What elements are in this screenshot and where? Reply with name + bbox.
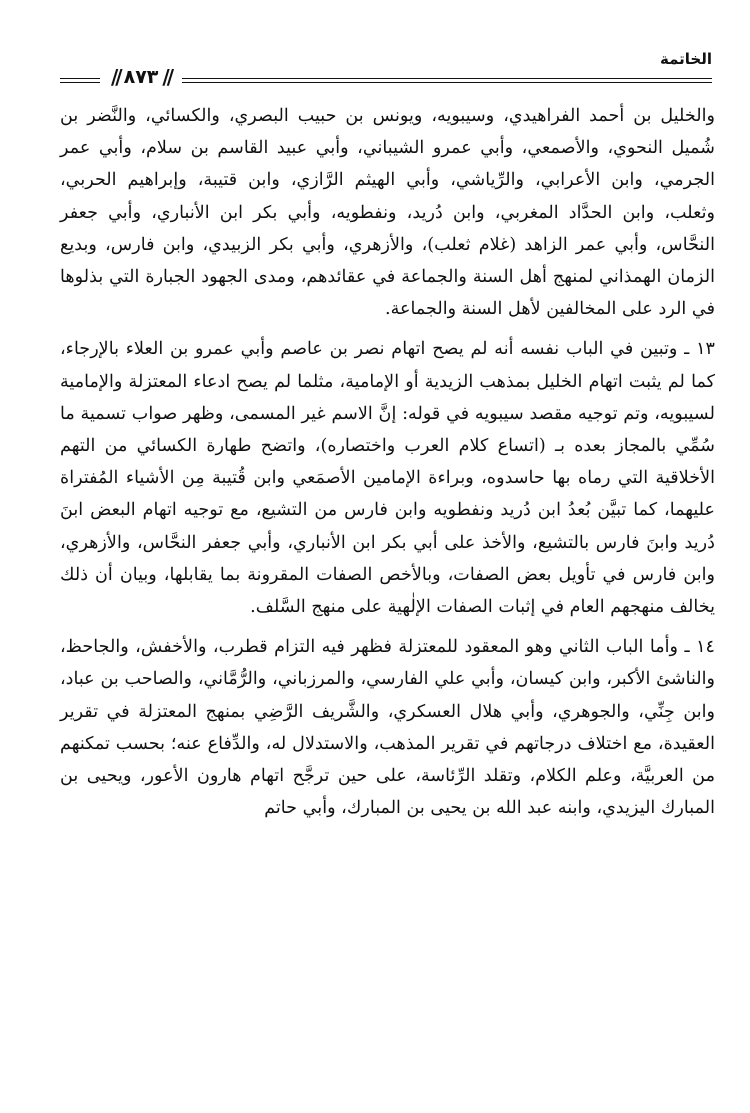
ornament-slash-left: //	[110, 65, 120, 89]
paragraph: ١٣ ـ وتبين في الباب نفسه أنه لم يصح اتهام نصر بن عاصم وأبي عمرو بن العلاء بالإرجاء، كما لم يثبت اتهام الخليل بمذهب الزيدية أو الإمامية، مثلما لم يصح ادعاء المعتزلة والإمامية لسيبويه، وتم توجيه مقصد سيبويه في قوله: إنَّ الاسم غير المسمى، وظهر صواب تسمية ما سُمِّي بالمجاز بعده بـ (اتساع كلام العرب واختصاره)، واتضح طهارة الكسائي من التهم الأخلاقية التي رماه بها حاسدوه، وبراءة الإمامين الأصمَعي وابن قُتيبة مِن الأشياء المُفتراة عليهما، كما تبيَّن بُعدُ ابن دُريد ونفطويه وابن فارس من التشيع، مع توجيه اتهام البعض ابنَ دُريد وابنَ فارس بالتشيع، والأخذ على أبي بكر ابن الأنباري، وأبي جعفر النحَّاس، والأزهري، وابن فارس في تأويل بعض الصفات، وبالأخص الصفات المقرونة بما يقابلها، وبيان أن ذلك يخالف منهجهم العام في إثبات الصفات الإلٰهية على منهج السَّلف.	[60, 339, 715, 618]
paragraph: والخليل بن أحمد الفراهيدي، وسيبويه، ويونس بن حبيب البصري، والكسائي، والنَّضر بن شُميل النحوي، والأصمعي، وأبي عمرو الشيباني، وأبي عبيد القاسم بن سلام، وأبي عمر الجرمي، وابن الأعرابي، والرِّياشي، وأبي الهيثم الرَّازي، وابن قتيبة، وإبراهيم الحربي، وثعلب، وابن الحدَّاد المغربي، وابن دُريد، ونفطويه، وأبي بكر ابن الأنباري، وأبي جعفر النحَّاس، وأبي عمر الزاهد (غلام ثعلب)، والأزهري، وأبي بكر الزبيدي، وابن فارس، وبديع الزمان الهمذاني لمنهج أهل السنة والجماعة في عقائدهم، ومدى الجهود الجبارة التي بذلوها في الرد على المخالفين لأهل السنة والجماعة.	[60, 106, 715, 320]
body-text	[60, 100, 715, 824]
page-number-frame	[100, 64, 182, 90]
running-title: الخاتمة	[659, 50, 712, 68]
paragraph: ١٤ ـ وأما الباب الثاني وهو المعقود للمعتزلة فظهر فيه التزام قطرب، والأخفش، والجاحظ، والناشئ الأكبر، وابن كيسان، وأبي علي الفارسي، والمرزباني، والرُّمَّاني، والصاحب بن عباد، وابن جِنِّي، والجوهري، وأبي هلال العسكري، والشَّريف الرَّضِي بمنهج المعتزلة في تقرير العقيدة، مع اختلاف درجاتهم في تقرير المذهب، والاستدلال له، والدِّفاع عنه؛ بحسب تمكنهم من العربيَّة، وعلم الكلام، وتقلد الرِّئاسة، على حين ترجَّح اتهام هارون الأعور، ويحيى بن المبارك اليزيدي، وابنه عبد الله بن يحيى بن المبارك، وأبي حاتم	[60, 637, 715, 819]
ornament-slash-right: //	[162, 65, 171, 89]
page-number: ٨٧٣	[123, 66, 159, 88]
page-header	[60, 48, 712, 88]
